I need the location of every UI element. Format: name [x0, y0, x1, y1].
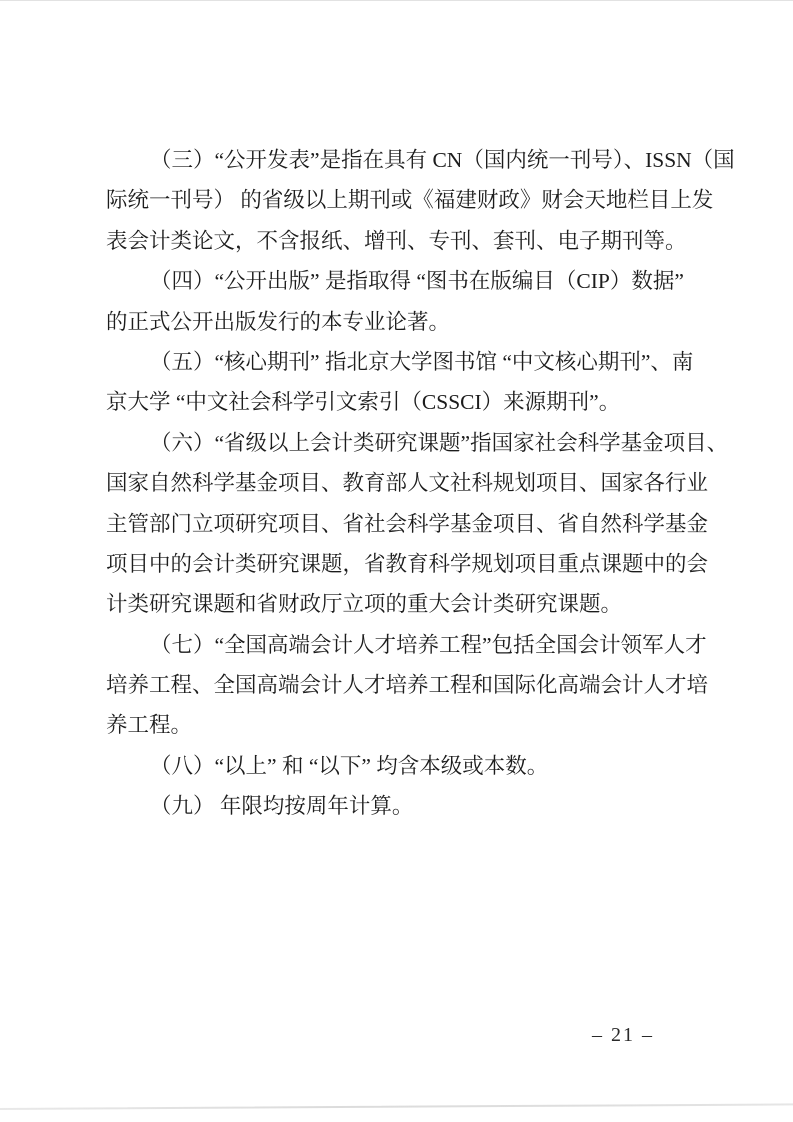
text-line: 京大学 “中文社会科学引文索引（CSSCI）来源期刊”。 — [106, 390, 621, 415]
text-line: 国家自然科学基金项目、教育部人文社科规划项目、国家各行业 — [106, 471, 709, 496]
text-line: 计类研究课题和省财政厅立项的重大会计类研究课题。 — [106, 592, 623, 617]
paragraph-4 — [106, 261, 708, 342]
text-line: 项目中的会计类研究课题，省教育科学规划项目重点课题中的会 — [106, 551, 709, 576]
text-line: 的正式公开出版发行的本专业论著。 — [106, 309, 451, 334]
paragraph-8 — [106, 746, 708, 786]
paragraph-9 — [106, 786, 708, 826]
paragraph-6 — [106, 423, 729, 625]
text-line: （九） 年限均按周年计算。 — [150, 794, 414, 819]
paragraph-3 — [106, 140, 735, 261]
text-line: （四）“公开出版” 是指取得 “图书在版编目（CIP）数据” — [150, 269, 684, 294]
text-line: （五）“核心期刊” 指北京大学图书馆 “中文核心期刊”、南 — [150, 349, 694, 374]
text-line: （八）“以上” 和 “以下” 均含本级或本数。 — [150, 753, 549, 778]
text-line: 表会计类论文，不含报纸、增刊、专刊、套刊、电子期刊等。 — [106, 228, 687, 253]
paragraph-5 — [106, 342, 708, 423]
text-line: （三）“公开发表”是指在具有 CN（国内统一刊号）、ISSN（国 — [150, 148, 735, 172]
paragraph-7 — [106, 625, 708, 746]
scan-artifact-line — [0, 1103, 793, 1110]
text-line: （六）“省级以上会计类研究课题”指国家社会科学基金项目、 — [150, 430, 729, 455]
document-body — [106, 140, 735, 827]
scan-edge-top — [0, 0, 793, 1]
page-number: – 21 – — [592, 1024, 654, 1046]
text-line: （七）“全国高端会计人才培养工程”包括全国会计领军人才 — [150, 632, 707, 657]
text-line: 培养工程、全国高端会计人才培养工程和国际化高端会计人才培 — [106, 673, 709, 698]
text-line: 主管部门立项研究项目、省社会科学基金项目、省自然科学基金 — [106, 511, 709, 536]
text-line: 养工程。 — [106, 713, 193, 738]
text-line: 际统一刊号） 的省级以上期刊或《福建财政》财会天地栏目上发 — [106, 188, 714, 213]
